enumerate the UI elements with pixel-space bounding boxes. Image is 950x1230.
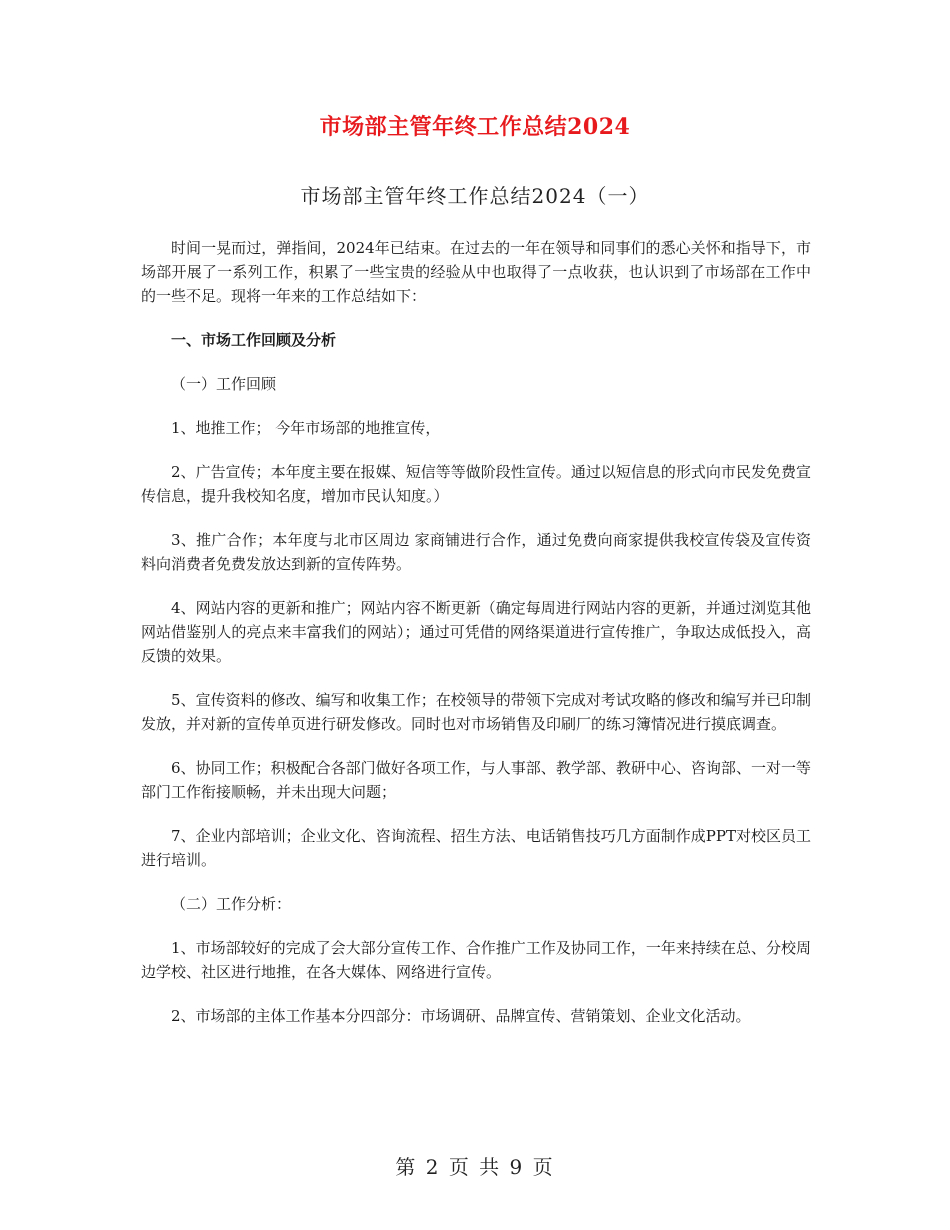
intro-paragraph: 时间一晃而过，弹指间，2024年已结束。在过去的一年在领导和同事们的悉心关怀和指导下，市场部开展了一系列工作，积累了一些宝贵的经验从中也取得了一点收获，也认识到了市场部在工作中的一些不足。现将一年来的工作总结如下： xyxy=(141,239,811,305)
review-item: 2、广告宣传；本年度主要在报媒、短信等等做阶段性宣传。通过以短信息的形式向市民发免费宣传信息，提升我校知名度，增加市民认知度。） xyxy=(141,463,811,505)
review-item: 5、宣传资料的修改、编写和收集工作；在校领导的带领下完成对考试攻略的修改和编写并已印制发放，并对新的宣传单页进行研发修改。同时也对市场销售及印刷厂的练习簿情况进行摸底调查。 xyxy=(141,691,811,733)
review-item: 1、地推工作； 今年市场部的地推宣传， xyxy=(171,419,441,437)
document-subtitle: 市场部主管年终工作总结2024（一） xyxy=(300,184,650,208)
subsection-heading-analysis: （二）工作分析： xyxy=(171,895,292,913)
analysis-item: 1、市场部较好的完成了会大部分宣传工作、合作推广工作及协同工作，一年来持续在总、分校周边学校、社区进行地推，在各大媒体、网络进行宣传。 xyxy=(141,939,811,981)
page-number-footer: 第 2 页 共 9 页 xyxy=(395,1155,555,1179)
subsection-heading-review: （一）工作回顾 xyxy=(171,375,277,393)
document-body xyxy=(141,236,811,1048)
review-item: 7、企业内部培训；企业文化、咨询流程、招生方法、电话销售技巧几方面制作成PPT对校区员工进行培训。 xyxy=(141,827,811,869)
review-item: 4、网站内容的更新和推广；网站内容不断更新（确定每周进行网站内容的更新，并通过浏览其他网站借鉴别人的亮点来丰富我们的网站）；通过可凭借的网络渠道进行宣传推广，争取达成低投入，高反馈的效果。 xyxy=(141,599,811,665)
analysis-item: 2、市场部的主体工作基本分四部分：市场调研、品牌宣传、营销策划、企业文化活动。 xyxy=(171,1007,751,1025)
review-item: 6、协同工作；积极配合各部门做好各项工作，与人事部、教学部、教研中心、咨询部、一对一等部门工作衔接顺畅，并未出现大问题； xyxy=(141,759,811,801)
review-item: 3、推广合作；本年度与北市区周边 家商铺进行合作，通过免费向商家提供我校宣传袋及宣传资料向消费者免费发放达到新的宣传阵势。 xyxy=(141,531,811,573)
document-title: 市场部主管年终工作总结2024 xyxy=(319,114,631,140)
section-heading: 一、市场工作回顾及分析 xyxy=(171,331,337,349)
